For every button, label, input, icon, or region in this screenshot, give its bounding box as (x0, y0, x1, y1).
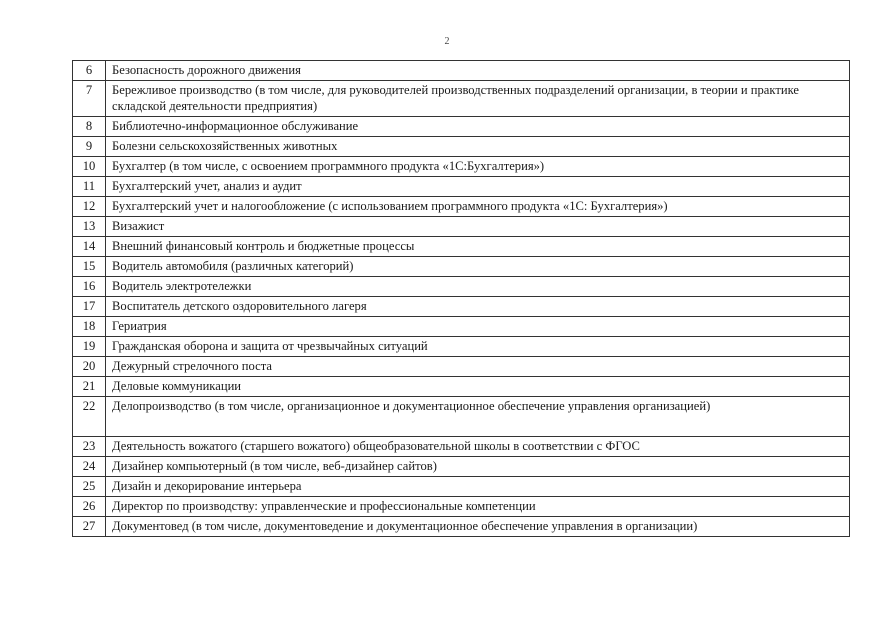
row-number: 13 (73, 217, 106, 237)
course-name: Воспитатель детского оздоровительного лагеря (106, 297, 850, 317)
table-row (73, 337, 850, 357)
course-name: Водитель электротележки (106, 277, 850, 297)
table-row (73, 197, 850, 217)
course-name: Бухгалтерский учет, анализ и аудит (106, 177, 850, 197)
table-row (73, 117, 850, 137)
row-number: 16 (73, 277, 106, 297)
course-name: Гериатрия (106, 317, 850, 337)
table-row (73, 397, 850, 437)
row-number: 26 (73, 497, 106, 517)
row-number: 22 (73, 397, 106, 437)
table-row (73, 217, 850, 237)
course-name: Дизайнер компьютерный (в том числе, веб-дизайнер сайтов) (106, 457, 850, 477)
course-name: Деятельность вожатого (старшего вожатого) общеобразовательной школы в соответствии с ФГОС (106, 437, 850, 457)
row-number: 6 (73, 61, 106, 81)
row-number: 24 (73, 457, 106, 477)
table-row (73, 317, 850, 337)
row-number: 12 (73, 197, 106, 217)
table-row (73, 477, 850, 497)
table-row (73, 457, 850, 477)
row-number: 18 (73, 317, 106, 337)
row-number: 11 (73, 177, 106, 197)
course-name: Бережливое производство (в том числе, для руководителей производственных подразделений организации, в теории и практике складской деятельности предприятия) (106, 81, 850, 117)
table-row (73, 517, 850, 537)
table-row (73, 81, 850, 117)
table-row (73, 377, 850, 397)
table-row (73, 437, 850, 457)
row-number: 20 (73, 357, 106, 377)
table-row (73, 157, 850, 177)
row-number: 25 (73, 477, 106, 497)
course-name: Дизайн и декорирование интерьера (106, 477, 850, 497)
table-row (73, 61, 850, 81)
course-name: Библиотечно-информационное обслуживание (106, 117, 850, 137)
table-row (73, 357, 850, 377)
row-number: 19 (73, 337, 106, 357)
table-row (73, 137, 850, 157)
course-name: Гражданская оборона и защита от чрезвычайных ситуаций (106, 337, 850, 357)
course-name: Визажист (106, 217, 850, 237)
course-name: Бухгалтер (в том числе, с освоением программного продукта «1С:Бухгалтерия») (106, 157, 850, 177)
row-number: 17 (73, 297, 106, 317)
row-number: 9 (73, 137, 106, 157)
course-name: Бухгалтерский учет и налогообложение (с использованием программного продукта «1С: Бухгалтерия») (106, 197, 850, 217)
course-name: Деловые коммуникации (106, 377, 850, 397)
row-number: 21 (73, 377, 106, 397)
course-name: Документовед (в том числе, документоведение и документационное обеспечение управления в организации) (106, 517, 850, 537)
row-number: 7 (73, 81, 106, 117)
row-number: 23 (73, 437, 106, 457)
page-number: 2 (444, 36, 450, 47)
course-list-table (72, 60, 850, 537)
row-number: 8 (73, 117, 106, 137)
table-row (73, 177, 850, 197)
table-row (73, 257, 850, 277)
course-name: Водитель автомобиля (различных категорий) (106, 257, 850, 277)
course-name: Болезни сельскохозяйственных животных (106, 137, 850, 157)
table-row (73, 277, 850, 297)
course-name: Внешний финансовый контроль и бюджетные процессы (106, 237, 850, 257)
row-number: 27 (73, 517, 106, 537)
course-name: Безопасность дорожного движения (106, 61, 850, 81)
course-name: Директор по производству: управленческие и профессиональные компетенции (106, 497, 850, 517)
course-name: Делопроизводство (в том числе, организационное и документационное обеспечение управления организацией) (106, 397, 850, 437)
course-name: Дежурный стрелочного поста (106, 357, 850, 377)
row-number: 15 (73, 257, 106, 277)
table-row (73, 237, 850, 257)
row-number: 10 (73, 157, 106, 177)
row-number: 14 (73, 237, 106, 257)
table-row (73, 497, 850, 517)
table-row (73, 297, 850, 317)
